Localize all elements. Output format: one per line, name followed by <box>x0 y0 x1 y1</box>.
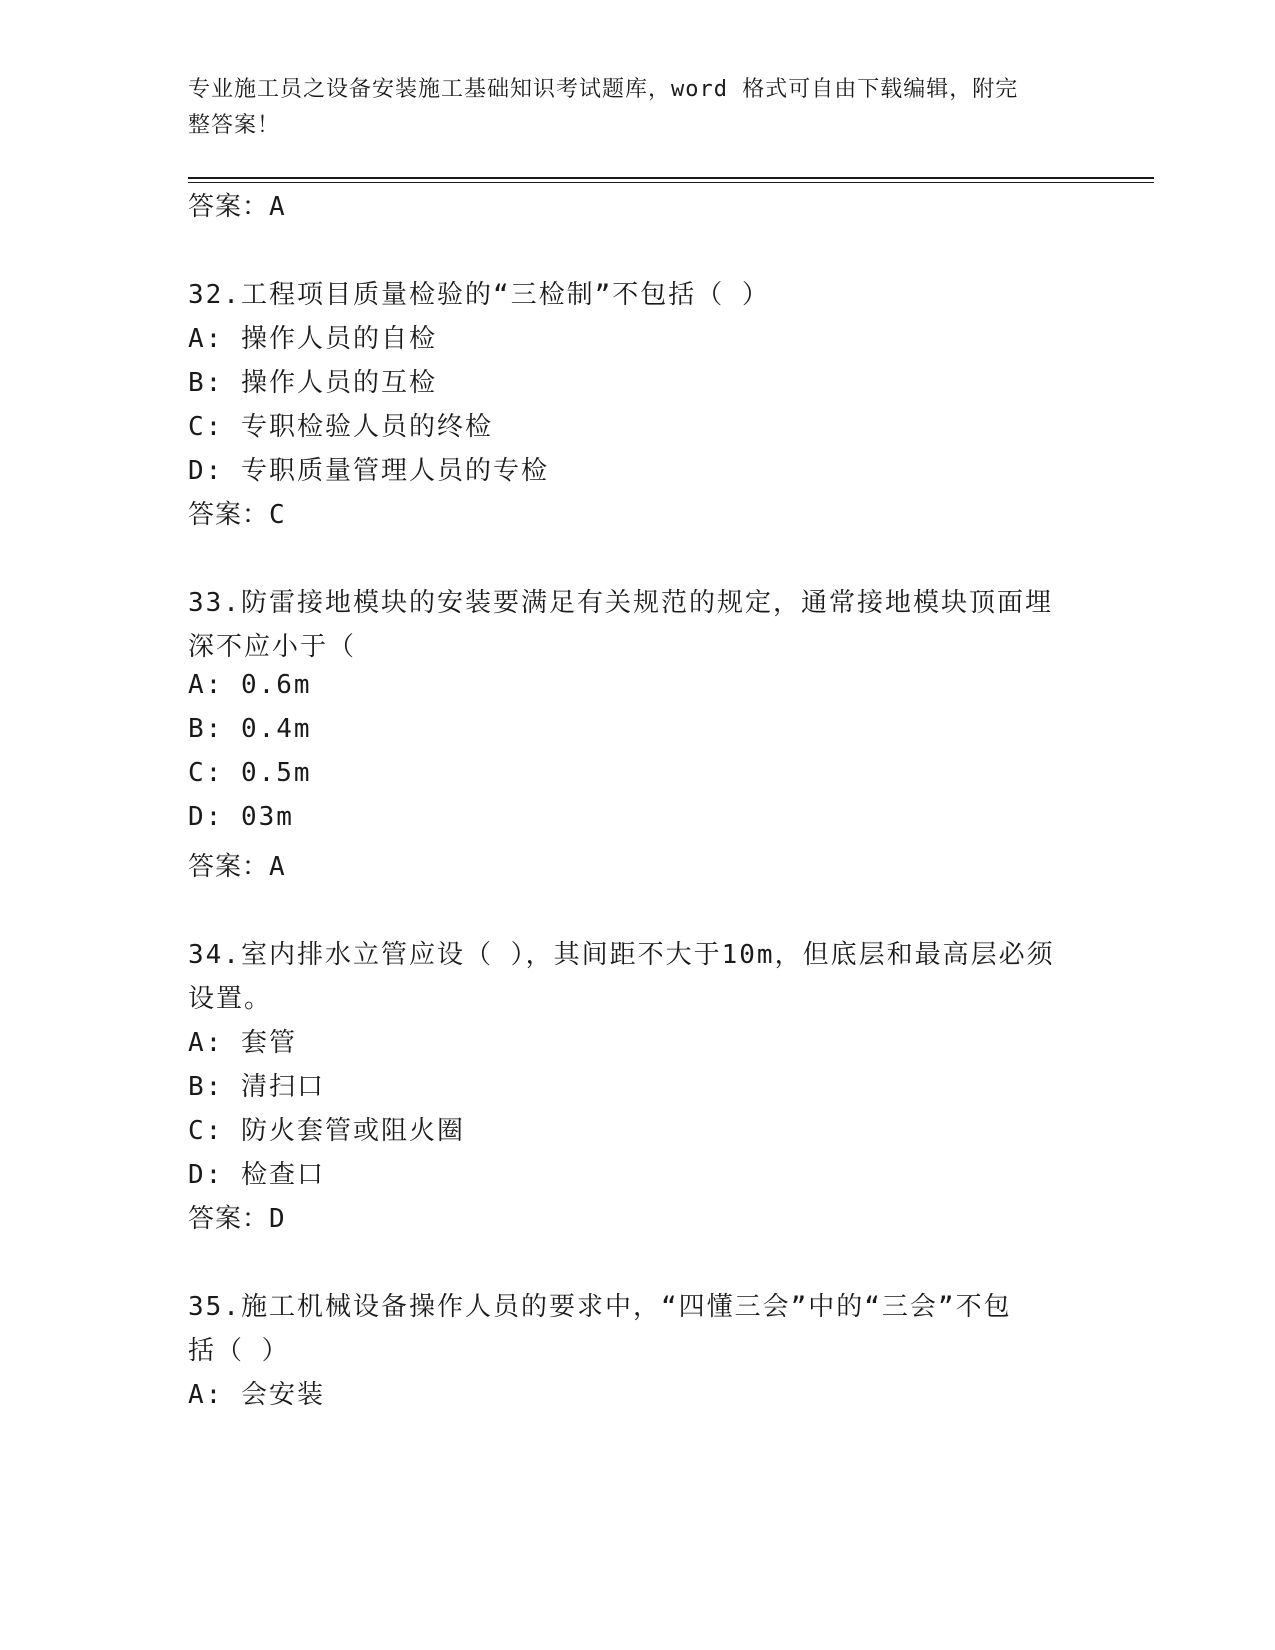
question-33-option-c: C: 0.5m <box>188 758 312 788</box>
question-32-option-b: B: 操作人员的互检 <box>188 368 437 398</box>
question-32-option-d: D: 专职质量管理人员的专检 <box>188 456 549 486</box>
answer-value: A <box>269 192 286 222</box>
question-33-text-line-2: 深不应小于（ <box>188 632 357 662</box>
question-33-option-b: B: 0.4m <box>188 714 312 744</box>
answer-label: 答案： <box>188 1204 270 1234</box>
answer-label: 答案： <box>188 852 270 882</box>
answer-line <box>188 186 286 223</box>
question-32-text: 32.工程项目质量检验的“三检制”不包括（ ） <box>188 280 770 310</box>
answer-value: D <box>269 1204 286 1234</box>
header-divider-bottom <box>188 182 1154 183</box>
question-35-option-a: A: 会安装 <box>188 1380 325 1410</box>
question-34-option-c: C: 防火套管或阻火圈 <box>188 1116 465 1146</box>
question-32-answer <box>188 494 286 531</box>
question-34-option-d: D: 检查口 <box>188 1160 325 1190</box>
question-33-option-a: A: 0.6m <box>188 670 312 700</box>
answer-label: 答案： <box>188 192 270 222</box>
question-35-text-line-1: 35.施工机械设备操作人员的要求中，“四懂三会”中的“三会”不包 <box>188 1292 1012 1322</box>
question-34-option-b: B: 清扫口 <box>188 1072 325 1102</box>
answer-value: C <box>269 500 286 530</box>
document-header <box>188 72 1068 144</box>
question-33-answer <box>188 846 286 883</box>
question-34-answer <box>188 1198 286 1235</box>
question-34-text-line-2: 设置。 <box>188 984 273 1014</box>
header-line-2: 整答案！ <box>188 113 281 138</box>
question-32-option-a: A: 操作人员的自检 <box>188 324 437 354</box>
question-34-option-a: A: 套管 <box>188 1028 297 1058</box>
question-33-option-d: D: 03m <box>188 802 294 832</box>
answer-label: 答案： <box>188 500 270 530</box>
question-34-text-line-1: 34.室内排水立管应设（ ），其间距不大于10m，但底层和最高层必须 <box>188 940 1055 970</box>
header-divider-top <box>188 177 1154 179</box>
answer-value: A <box>269 852 286 882</box>
question-33-text-line-1: 33.防雷接地模块的安装要满足有关规范的规定，通常接地模块顶面埋 <box>188 588 1053 618</box>
question-35-text-line-2: 括（ ） <box>188 1336 290 1366</box>
question-32-option-c: C: 专职检验人员的终检 <box>188 412 493 442</box>
header-line-1: 专业施工员之设备安装施工基础知识考试题库，word 格式可自由下载编辑，附完 <box>188 77 1019 102</box>
